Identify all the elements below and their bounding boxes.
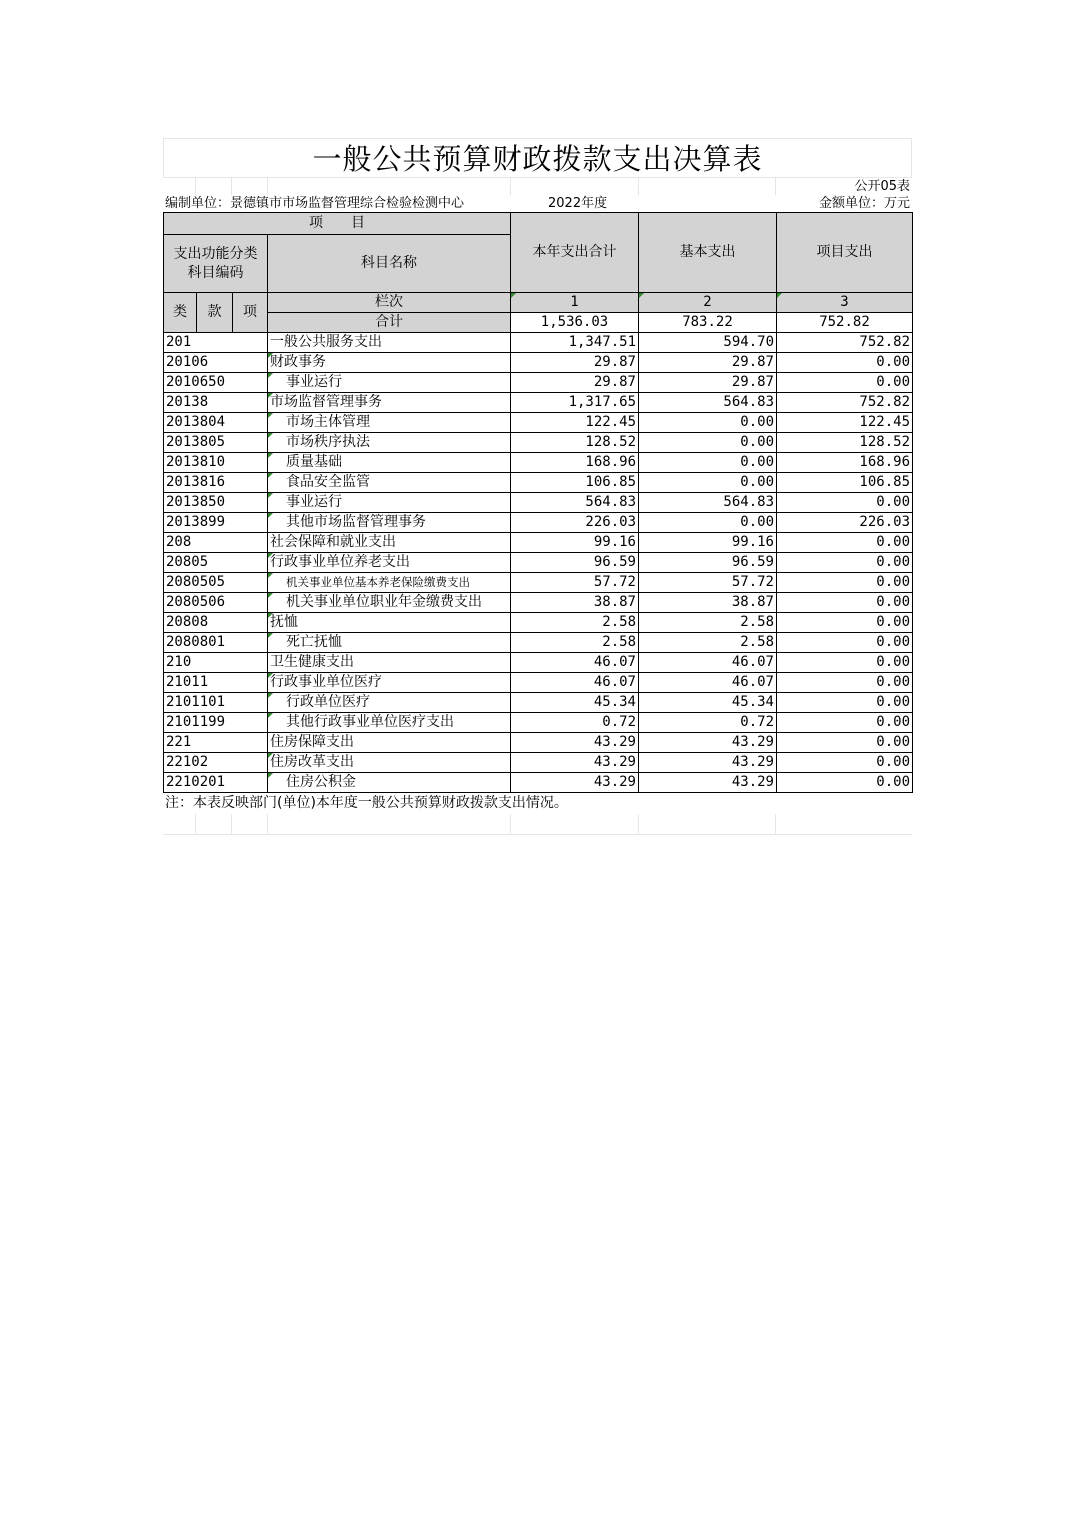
row-basic: 29.87 <box>639 373 777 393</box>
row-basic: 564.83 <box>639 393 777 413</box>
row-project: 128.52 <box>777 433 913 453</box>
row-subject-name: 市场秩序执法 <box>268 433 511 453</box>
table-row <box>164 633 913 653</box>
row-total: 45.34 <box>511 693 639 713</box>
table-row <box>164 353 913 373</box>
row-code: 20138 <box>164 393 268 413</box>
header-project: 项目支出 <box>777 213 913 293</box>
row-subject-name: 住房公积金 <box>268 773 511 793</box>
row-code: 2080506 <box>164 593 268 613</box>
row-total: 122.45 <box>511 413 639 433</box>
row-subject-name: 住房保障支出 <box>268 733 511 753</box>
table-row <box>164 393 913 413</box>
header-total: 本年支出合计 <box>511 213 639 293</box>
row-project: 106.85 <box>777 473 913 493</box>
row-code: 20805 <box>164 553 268 573</box>
table-row <box>164 373 913 393</box>
table-row <box>164 433 913 453</box>
compiling-unit: 编制单位：景德镇市市场监督管理综合检验检测中心 <box>165 196 465 211</box>
row-subject-name: 社会保障和就业支出 <box>268 533 511 553</box>
row-basic: 45.34 <box>639 693 777 713</box>
unit-row <box>163 195 912 212</box>
row-basic: 29.87 <box>639 353 777 373</box>
row-project: 0.00 <box>777 533 913 553</box>
row-total: 38.87 <box>511 593 639 613</box>
row-total: 2.58 <box>511 633 639 653</box>
row-project: 0.00 <box>777 613 913 633</box>
row-project: 0.00 <box>777 553 913 573</box>
row-subject-name: 一般公共服务支出 <box>268 333 511 353</box>
row-project: 752.82 <box>777 393 913 413</box>
row-basic: 564.83 <box>639 493 777 513</box>
row-subject-name: 卫生健康支出 <box>268 653 511 673</box>
row-project: 0.00 <box>777 693 913 713</box>
table-row <box>164 693 913 713</box>
table-row <box>164 553 913 573</box>
row-subject-name: 质量基础 <box>268 453 511 473</box>
table-row <box>164 473 913 493</box>
row-project: 0.00 <box>777 593 913 613</box>
row-subject-name: 住房改革支出 <box>268 753 511 773</box>
row-project: 226.03 <box>777 513 913 533</box>
row-code: 20106 <box>164 353 268 373</box>
header-lei: 类 <box>164 293 197 333</box>
blank-row <box>163 814 912 835</box>
row-basic: 57.72 <box>639 573 777 593</box>
row-project: 168.96 <box>777 453 913 473</box>
header-basic: 基本支出 <box>639 213 777 293</box>
row-total: 29.87 <box>511 353 639 373</box>
row-total: 106.85 <box>511 473 639 493</box>
row-basic: 46.07 <box>639 653 777 673</box>
row-code: 21011 <box>164 673 268 693</box>
expenditure-table <box>163 212 913 793</box>
table-row <box>164 673 913 693</box>
row-total: 128.52 <box>511 433 639 453</box>
row-basic: 2.58 <box>639 633 777 653</box>
total-row <box>164 313 913 333</box>
form-number-row <box>163 178 912 195</box>
row-code: 22102 <box>164 753 268 773</box>
row-subject-name: 机关事业单位基本养老保险缴费支出 <box>268 573 511 593</box>
header-xiang: 项 <box>233 293 268 333</box>
row-code: 2013805 <box>164 433 268 453</box>
row-code: 2013899 <box>164 513 268 533</box>
row-total: 226.03 <box>511 513 639 533</box>
total-basic: 783.22 <box>639 313 777 333</box>
row-basic: 0.72 <box>639 713 777 733</box>
row-subject-name: 市场主体管理 <box>268 413 511 433</box>
row-subject-name: 事业运行 <box>268 373 511 393</box>
row-code: 2013850 <box>164 493 268 513</box>
table-row <box>164 713 913 733</box>
row-code: 2101101 <box>164 693 268 713</box>
row-project: 0.00 <box>777 493 913 513</box>
row-code: 2013804 <box>164 413 268 433</box>
row-code: 2210201 <box>164 773 268 793</box>
total-label: 合计 <box>268 313 511 333</box>
row-basic: 46.07 <box>639 673 777 693</box>
budget-sheet <box>163 138 912 835</box>
header-col-3: 3 <box>777 293 913 313</box>
row-project: 752.82 <box>777 333 913 353</box>
row-code: 208 <box>164 533 268 553</box>
header-kuan: 款 <box>197 293 233 333</box>
footnote: 注：本表反映部门(单位)本年度一般公共预算财政拨款支出情况。 <box>165 795 568 811</box>
row-code: 2013816 <box>164 473 268 493</box>
row-total: 168.96 <box>511 453 639 473</box>
row-code: 2080801 <box>164 633 268 653</box>
row-project: 0.00 <box>777 733 913 753</box>
table-row <box>164 573 913 593</box>
row-subject-name: 行政事业单位医疗 <box>268 673 511 693</box>
table-row <box>164 333 913 353</box>
row-basic: 0.00 <box>639 433 777 453</box>
table-row <box>164 533 913 553</box>
row-total: 564.83 <box>511 493 639 513</box>
row-basic: 43.29 <box>639 773 777 793</box>
row-subject-name: 行政单位医疗 <box>268 693 511 713</box>
sheet-title: 一般公共预算财政拨款支出决算表 <box>163 138 912 178</box>
table-row <box>164 593 913 613</box>
row-subject-name: 死亡抚恤 <box>268 633 511 653</box>
row-project: 122.45 <box>777 413 913 433</box>
row-project: 0.00 <box>777 633 913 653</box>
amount-unit: 金额单位：万元 <box>818 196 910 211</box>
row-total: 2.58 <box>511 613 639 633</box>
table-row <box>164 413 913 433</box>
row-basic: 0.00 <box>639 453 777 473</box>
row-basic: 38.87 <box>639 593 777 613</box>
header-col-2: 2 <box>639 293 777 313</box>
row-basic: 0.00 <box>639 513 777 533</box>
header-item: 项 目 <box>164 213 511 235</box>
table-row <box>164 513 913 533</box>
row-subject-name: 事业运行 <box>268 493 511 513</box>
total-project: 752.82 <box>777 313 913 333</box>
table-row <box>164 773 913 793</box>
form-number: 公开05表 <box>854 179 910 194</box>
table-row <box>164 733 913 753</box>
row-code: 2080505 <box>164 573 268 593</box>
row-subject-name: 其他行政事业单位医疗支出 <box>268 713 511 733</box>
row-total: 96.59 <box>511 553 639 573</box>
row-total: 1,347.51 <box>511 333 639 353</box>
row-total: 29.87 <box>511 373 639 393</box>
row-basic: 0.00 <box>639 413 777 433</box>
row-code: 210 <box>164 653 268 673</box>
row-total: 43.29 <box>511 733 639 753</box>
row-subject-name: 抚恤 <box>268 613 511 633</box>
row-total: 0.72 <box>511 713 639 733</box>
row-total: 46.07 <box>511 673 639 693</box>
row-project: 0.00 <box>777 353 913 373</box>
row-subject-name: 财政事务 <box>268 353 511 373</box>
row-subject-name: 其他市场监督管理事务 <box>268 513 511 533</box>
row-project: 0.00 <box>777 673 913 693</box>
total-amount: 1,536.03 <box>511 313 639 333</box>
footnote-row <box>163 793 912 814</box>
row-code: 201 <box>164 333 268 353</box>
header-col-1: 1 <box>511 293 639 313</box>
fiscal-year: 2022年度 <box>548 196 608 211</box>
row-code: 20808 <box>164 613 268 633</box>
row-project: 0.00 <box>777 373 913 393</box>
row-subject-name: 食品安全监管 <box>268 473 511 493</box>
row-project: 0.00 <box>777 753 913 773</box>
row-total: 1,317.65 <box>511 393 639 413</box>
header-lanci: 栏次 <box>268 293 511 313</box>
row-subject-name: 行政事业单位养老支出 <box>268 553 511 573</box>
table-row <box>164 653 913 673</box>
row-basic: 594.70 <box>639 333 777 353</box>
row-basic: 43.29 <box>639 733 777 753</box>
row-project: 0.00 <box>777 573 913 593</box>
row-total: 43.29 <box>511 773 639 793</box>
row-subject-name: 机关事业单位职业年金缴费支出 <box>268 593 511 613</box>
row-total: 57.72 <box>511 573 639 593</box>
row-total: 43.29 <box>511 753 639 773</box>
row-basic: 43.29 <box>639 753 777 773</box>
row-project: 0.00 <box>777 773 913 793</box>
row-code: 2010650 <box>164 373 268 393</box>
row-code: 2013810 <box>164 453 268 473</box>
row-basic: 0.00 <box>639 473 777 493</box>
row-subject-name: 市场监督管理事务 <box>268 393 511 413</box>
table-row <box>164 753 913 773</box>
row-code: 2101199 <box>164 713 268 733</box>
row-basic: 2.58 <box>639 613 777 633</box>
row-project: 0.00 <box>777 713 913 733</box>
table-row <box>164 613 913 633</box>
row-project: 0.00 <box>777 653 913 673</box>
row-basic: 99.16 <box>639 533 777 553</box>
table-row <box>164 493 913 513</box>
header-func-code <box>164 235 268 293</box>
row-total: 99.16 <box>511 533 639 553</box>
table-row <box>164 453 913 473</box>
header-subject-name: 科目名称 <box>268 235 511 293</box>
header-func-code-text: 支出功能分类科目编码 <box>173 245 258 281</box>
row-total: 46.07 <box>511 653 639 673</box>
row-basic: 96.59 <box>639 553 777 573</box>
row-code: 221 <box>164 733 268 753</box>
